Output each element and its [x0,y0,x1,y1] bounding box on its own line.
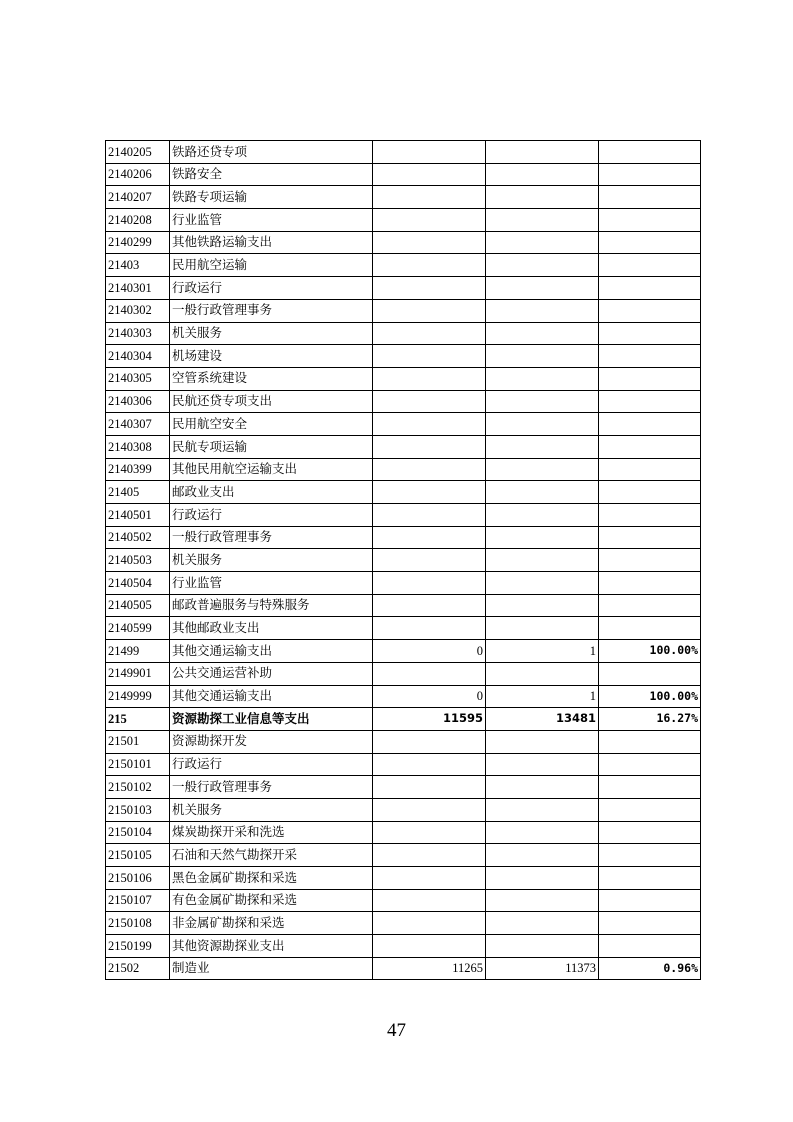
cell-code: 2140399 [106,458,170,481]
cell-current-value [486,141,599,164]
cell-growth-rate [599,163,701,186]
table-row [106,685,701,708]
cell-current-value: 11373 [486,957,599,980]
cell-current-value [486,572,599,595]
cell-name: 民航专项运输 [170,435,373,458]
cell-code: 2140599 [106,617,170,640]
cell-growth-rate: 100.00% [599,685,701,708]
table-row [106,708,701,731]
cell-prev-value [373,435,486,458]
cell-current-value [486,935,599,958]
cell-growth-rate [599,413,701,436]
cell-current-value [486,798,599,821]
table-row [106,753,701,776]
cell-growth-rate [599,390,701,413]
table-row [106,776,701,799]
cell-name: 空管系统建设 [170,367,373,390]
cell-prev-value [373,299,486,322]
table-row [106,821,701,844]
table-row [106,549,701,572]
budget-table [105,140,701,980]
cell-code: 21502 [106,957,170,980]
cell-growth-rate [599,299,701,322]
cell-name: 其他铁路运输支出 [170,231,373,254]
cell-growth-rate [599,867,701,890]
cell-code: 2140503 [106,549,170,572]
table-row [106,413,701,436]
cell-growth-rate: 0.96% [599,957,701,980]
cell-prev-value [373,277,486,300]
cell-code: 2150101 [106,753,170,776]
table-row [106,186,701,209]
cell-current-value: 13481 [486,708,599,731]
cell-current-value [486,231,599,254]
cell-name: 行业监管 [170,572,373,595]
cell-name: 铁路安全 [170,163,373,186]
cell-growth-rate [599,662,701,685]
cell-prev-value [373,912,486,935]
cell-name: 一般行政管理事务 [170,776,373,799]
cell-prev-value [373,617,486,640]
cell-name: 煤炭勘探开采和洗选 [170,821,373,844]
cell-code: 2140502 [106,526,170,549]
cell-growth-rate [599,844,701,867]
cell-growth-rate [599,231,701,254]
cell-growth-rate [599,141,701,164]
cell-current-value [486,209,599,232]
cell-code: 21501 [106,730,170,753]
table-row [106,504,701,527]
cell-code: 2140306 [106,390,170,413]
cell-name: 机关服务 [170,549,373,572]
cell-growth-rate: 16.27% [599,708,701,731]
table-body [106,141,701,980]
cell-prev-value [373,345,486,368]
table-row [106,844,701,867]
cell-code: 2140205 [106,141,170,164]
cell-name: 其他交通运输支出 [170,685,373,708]
cell-code: 21405 [106,481,170,504]
cell-growth-rate [599,504,701,527]
cell-name: 行政运行 [170,277,373,300]
cell-name: 铁路专项运输 [170,186,373,209]
cell-growth-rate [599,345,701,368]
cell-code: 2150102 [106,776,170,799]
cell-growth-rate [599,935,701,958]
cell-code: 2140299 [106,231,170,254]
cell-prev-value [373,163,486,186]
table-row [106,594,701,617]
cell-prev-value [373,458,486,481]
cell-current-value [486,549,599,572]
page-number: 47 [387,1020,406,1041]
cell-current-value [486,753,599,776]
table-row [106,889,701,912]
cell-prev-value [373,798,486,821]
cell-prev-value [373,231,486,254]
cell-code: 2149999 [106,685,170,708]
cell-name: 机关服务 [170,322,373,345]
cell-prev-value [373,186,486,209]
cell-current-value [486,345,599,368]
cell-growth-rate [599,730,701,753]
cell-current-value [486,617,599,640]
cell-code: 215 [106,708,170,731]
table-row [106,435,701,458]
cell-code: 2140307 [106,413,170,436]
cell-name: 一般行政管理事务 [170,299,373,322]
table-row [106,345,701,368]
cell-growth-rate [599,776,701,799]
cell-prev-value: 11265 [373,957,486,980]
cell-current-value: 1 [486,640,599,663]
cell-growth-rate [599,889,701,912]
cell-current-value [486,504,599,527]
cell-prev-value [373,481,486,504]
cell-name: 资源勘探工业信息等支出 [170,708,373,731]
table-row [106,367,701,390]
cell-prev-value [373,935,486,958]
cell-prev-value [373,730,486,753]
cell-prev-value [373,662,486,685]
cell-current-value [486,867,599,890]
cell-name: 其他交通运输支出 [170,640,373,663]
table-row [106,277,701,300]
cell-prev-value [373,594,486,617]
cell-name: 其他民用航空运输支出 [170,458,373,481]
cell-growth-rate [599,798,701,821]
cell-prev-value [373,504,486,527]
cell-name: 民用航空运输 [170,254,373,277]
cell-growth-rate [599,594,701,617]
table-row [106,299,701,322]
cell-growth-rate: 100.00% [599,640,701,663]
table-row [106,322,701,345]
cell-current-value [486,435,599,458]
table-row [106,617,701,640]
cell-prev-value: 11595 [373,708,486,731]
cell-name: 机场建设 [170,345,373,368]
cell-growth-rate [599,481,701,504]
cell-code: 21403 [106,254,170,277]
table-row [106,481,701,504]
cell-growth-rate [599,526,701,549]
cell-name: 铁路还贷专项 [170,141,373,164]
cell-current-value [486,322,599,345]
table-row [106,458,701,481]
cell-current-value [486,458,599,481]
cell-prev-value [373,254,486,277]
table-row [106,912,701,935]
cell-code: 2140501 [106,504,170,527]
cell-prev-value [373,549,486,572]
cell-growth-rate [599,617,701,640]
cell-current-value [486,526,599,549]
cell-prev-value [373,390,486,413]
cell-name: 其他资源勘探业支出 [170,935,373,958]
table-row [106,163,701,186]
cell-growth-rate [599,367,701,390]
cell-name: 非金属矿勘探和采选 [170,912,373,935]
cell-growth-rate [599,435,701,458]
table-row [106,662,701,685]
table-row [106,957,701,980]
cell-current-value [486,844,599,867]
cell-prev-value [373,209,486,232]
cell-code: 2149901 [106,662,170,685]
cell-prev-value [373,572,486,595]
cell-name: 机关服务 [170,798,373,821]
cell-current-value [486,821,599,844]
cell-growth-rate [599,458,701,481]
table-row [106,867,701,890]
table-row [106,526,701,549]
cell-current-value [486,889,599,912]
cell-prev-value [373,526,486,549]
cell-growth-rate [599,209,701,232]
cell-name: 行业监管 [170,209,373,232]
cell-growth-rate [599,186,701,209]
cell-name: 黑色金属矿勘探和采选 [170,867,373,890]
cell-name: 石油和天然气勘探开采 [170,844,373,867]
cell-code: 21499 [106,640,170,663]
cell-growth-rate [599,821,701,844]
cell-current-value [486,413,599,436]
cell-name: 公共交通运营补助 [170,662,373,685]
cell-name: 民航还贷专项支出 [170,390,373,413]
cell-growth-rate [599,277,701,300]
table-row [106,798,701,821]
cell-current-value [486,254,599,277]
cell-code: 2150105 [106,844,170,867]
cell-current-value [486,367,599,390]
table-row [106,390,701,413]
cell-current-value [486,594,599,617]
cell-prev-value [373,413,486,436]
cell-prev-value [373,889,486,912]
cell-current-value [486,481,599,504]
cell-code: 2140208 [106,209,170,232]
cell-name: 资源勘探开发 [170,730,373,753]
cell-growth-rate [599,549,701,572]
cell-current-value [486,390,599,413]
cell-name: 制造业 [170,957,373,980]
cell-current-value [486,776,599,799]
cell-name: 行政运行 [170,753,373,776]
cell-growth-rate [599,912,701,935]
cell-name: 邮政业支出 [170,481,373,504]
cell-code: 2140504 [106,572,170,595]
cell-code: 2150106 [106,867,170,890]
cell-code: 2150104 [106,821,170,844]
cell-code: 2140302 [106,299,170,322]
table-row [106,572,701,595]
cell-current-value [486,730,599,753]
cell-current-value [486,912,599,935]
cell-current-value [486,277,599,300]
cell-name: 邮政普遍服务与特殊服务 [170,594,373,617]
cell-prev-value [373,141,486,164]
cell-current-value [486,299,599,322]
table-row [106,209,701,232]
cell-current-value [486,163,599,186]
cell-current-value [486,662,599,685]
cell-name: 民用航空安全 [170,413,373,436]
cell-prev-value: 0 [373,640,486,663]
cell-code: 2140303 [106,322,170,345]
cell-code: 2150199 [106,935,170,958]
cell-code: 2150107 [106,889,170,912]
table-row [106,730,701,753]
cell-prev-value [373,821,486,844]
cell-growth-rate [599,753,701,776]
cell-name: 行政运行 [170,504,373,527]
cell-name: 其他邮政业支出 [170,617,373,640]
cell-prev-value [373,322,486,345]
table-row [106,141,701,164]
cell-code: 2140301 [106,277,170,300]
table-row [106,935,701,958]
cell-growth-rate [599,322,701,345]
cell-name: 有色金属矿勘探和采选 [170,889,373,912]
cell-code: 2140207 [106,186,170,209]
cell-name: 一般行政管理事务 [170,526,373,549]
cell-code: 2140206 [106,163,170,186]
cell-growth-rate [599,572,701,595]
cell-prev-value: 0 [373,685,486,708]
cell-prev-value [373,867,486,890]
cell-code: 2140304 [106,345,170,368]
cell-code: 2140308 [106,435,170,458]
table-row [106,640,701,663]
cell-code: 2140305 [106,367,170,390]
cell-code: 2140505 [106,594,170,617]
cell-prev-value [373,367,486,390]
table-row [106,231,701,254]
cell-code: 2150103 [106,798,170,821]
cell-prev-value [373,776,486,799]
cell-growth-rate [599,254,701,277]
cell-prev-value [373,753,486,776]
cell-current-value: 1 [486,685,599,708]
cell-current-value [486,186,599,209]
cell-code: 2150108 [106,912,170,935]
cell-prev-value [373,844,486,867]
table-row [106,254,701,277]
